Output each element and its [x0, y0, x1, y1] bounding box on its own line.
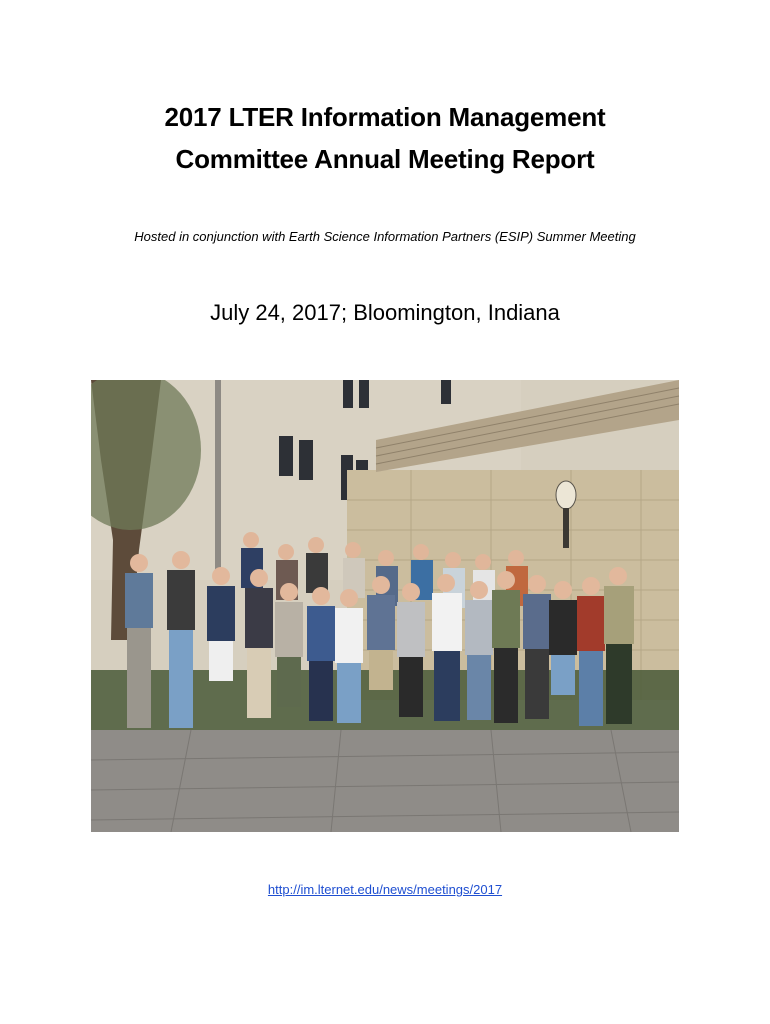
report-title-line2: Committee Annual Meeting Report: [175, 144, 595, 174]
wall-lamp: [556, 481, 576, 509]
report-title: [0, 96, 770, 180]
group-photo-illustration: [91, 380, 679, 832]
date-location: July 24, 2017; Bloomington, Indiana: [210, 300, 560, 325]
report-subtitle: Hosted in conjunction with Earth Science Information Partners (ESIP) Summer Meeting: [134, 229, 636, 244]
meeting-url-link[interactable]: http://im.lternet.edu/news/meetings/2017: [267, 882, 503, 897]
pavement: [91, 730, 679, 832]
meeting-link-container: [0, 882, 770, 897]
group-photo: [91, 380, 679, 832]
report-title-line1: 2017 LTER Information Management: [164, 102, 606, 132]
lamp-bracket: [563, 508, 569, 548]
drain-pipe: [215, 380, 221, 580]
